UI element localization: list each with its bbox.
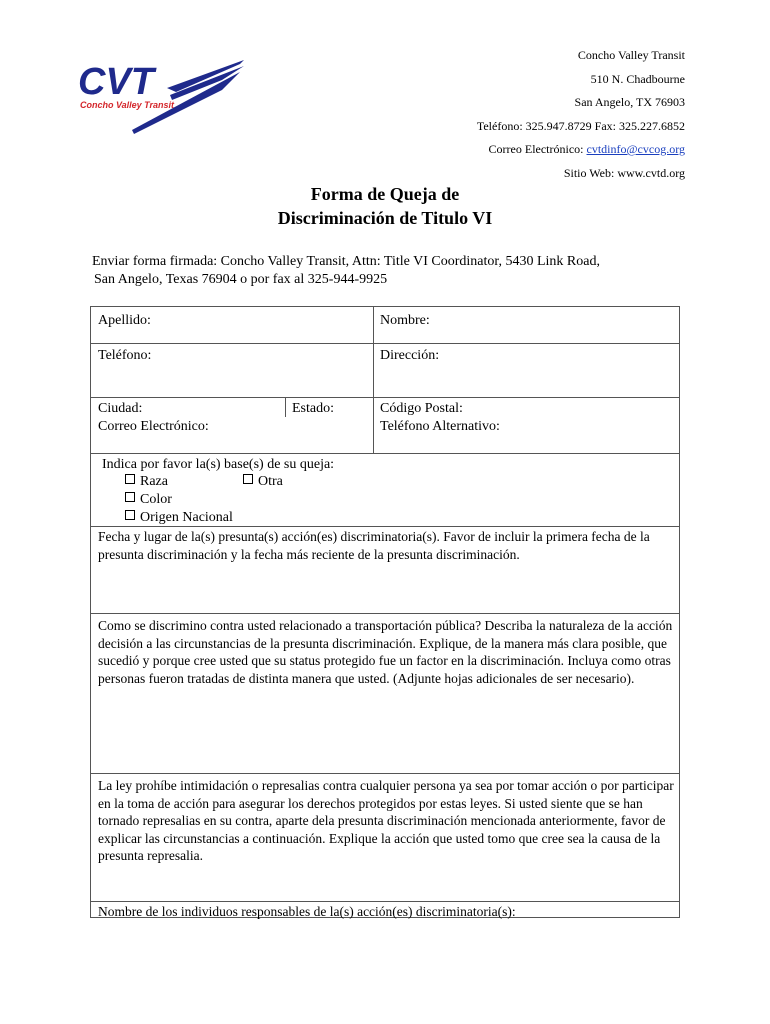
basis-option-origen[interactable] [125, 509, 233, 526]
basis-option-otra[interactable] [243, 473, 283, 490]
email-field[interactable]: Correo Electrónico: [98, 419, 209, 434]
address-field[interactable]: Dirección: [380, 348, 440, 363]
state-field[interactable]: Estado: [292, 401, 334, 416]
checkbox-icon[interactable] [125, 492, 135, 502]
contact-info [477, 44, 685, 185]
alt-phone-field[interactable]: Teléfono Alternativo: [380, 419, 500, 434]
checkbox-icon[interactable] [125, 510, 135, 520]
page-title [0, 182, 770, 230]
basis-option-label: Origen Nacional [140, 510, 233, 525]
retaliation-question[interactable]: La ley prohíbe intimidación o represalias contra cualquier persona ya sea por tomar acción o por participar en la toma de acción para asegurar los derechos protegidos por estas leyes. Si usted siente que se han tornado represalias en su contra, aparte dela presunta discriminación mencionada anteriormente, favor de explicar las circunstancias a continuación. Explique la acción que usted tomo que cree sea la causa de la presunta represalia. [98, 778, 674, 863]
responsible-individuals[interactable]: Nombre de los individuos responsables de la(s) acción(es) discriminatoria(s): [98, 904, 516, 919]
city-field[interactable]: Ciudad: [98, 401, 143, 416]
basis-option-label: Otra [258, 474, 283, 489]
divider [91, 526, 679, 527]
checkbox-icon[interactable] [125, 474, 135, 484]
divider [91, 901, 679, 902]
date-place-question[interactable]: Fecha y lugar de la(s) presunta(s) acción(es) discriminatoria(s). Favor de incluir la primera fecha de la presunta discriminación y la fecha más reciente de la presunta discriminación. [98, 529, 650, 562]
website: Sitio Web: www.cvtd.org [563, 165, 685, 180]
basis-option-label: Color [140, 492, 172, 507]
title-line2: Discriminación de Titulo VI [277, 208, 493, 228]
address-line2: San Angelo, TX 76903 [574, 95, 685, 109]
first-name-field[interactable]: Nombre: [380, 313, 430, 328]
basis-option-label: Raza [140, 474, 168, 489]
title-line1: Forma de Queja de [310, 184, 460, 204]
last-name-field[interactable]: Apellido: [98, 313, 151, 328]
divider [91, 343, 679, 344]
divider [373, 307, 374, 453]
divider [91, 613, 679, 614]
phone-fax: Teléfono: 325.947.8729 Fax: 325.227.6852 [476, 118, 685, 133]
transport-question[interactable]: Como se discrimino contra usted relacionado a transportación pública? Describa la naturaleza de la acción decisión a las circunstancias de la presunta discriminación. Explique, de la manera más clara posible, que sucedió y porque cree usted que su status protegido fue un factor en la discriminación. Incluya como otras personas fueron tratadas de distinta manera que usted. (Adjunte hojas adicionales de ser necesario). [98, 618, 673, 686]
email-line [477, 138, 685, 162]
instructions-line2: San Angelo, Texas 76904 o por fax al 325-944-9925 [94, 272, 388, 287]
divider [91, 773, 679, 774]
submission-instructions [92, 253, 692, 289]
basis-prompt: Indica por favor la(s) base(s) de su queja: [102, 457, 335, 472]
zip-field[interactable]: Código Postal: [380, 401, 463, 416]
divider [285, 397, 286, 417]
divider [91, 397, 679, 398]
email-link[interactable]: cvtdinfo@cvcog.org [586, 142, 685, 156]
instructions-line1: Enviar forma firmada: Concho Valley Transit, Attn: Title VI Coordinator, 5430 Link Road, [92, 254, 600, 269]
address-line1: 510 N. Chadbourne [590, 71, 685, 86]
email-label: Correo Electrónico: [488, 142, 587, 156]
logo-subtext: Concho Valley Transit [80, 100, 175, 110]
basis-option-color[interactable] [125, 491, 172, 508]
basis-option-raza[interactable] [125, 473, 168, 490]
org-name: Concho Valley Transit [577, 48, 685, 62]
phone-field[interactable]: Teléfono: [98, 348, 152, 363]
complaint-form [90, 306, 680, 918]
logo-text: CVT [78, 61, 154, 103]
divider [91, 453, 679, 454]
checkbox-icon[interactable] [243, 474, 253, 484]
cvt-logo [72, 50, 247, 145]
